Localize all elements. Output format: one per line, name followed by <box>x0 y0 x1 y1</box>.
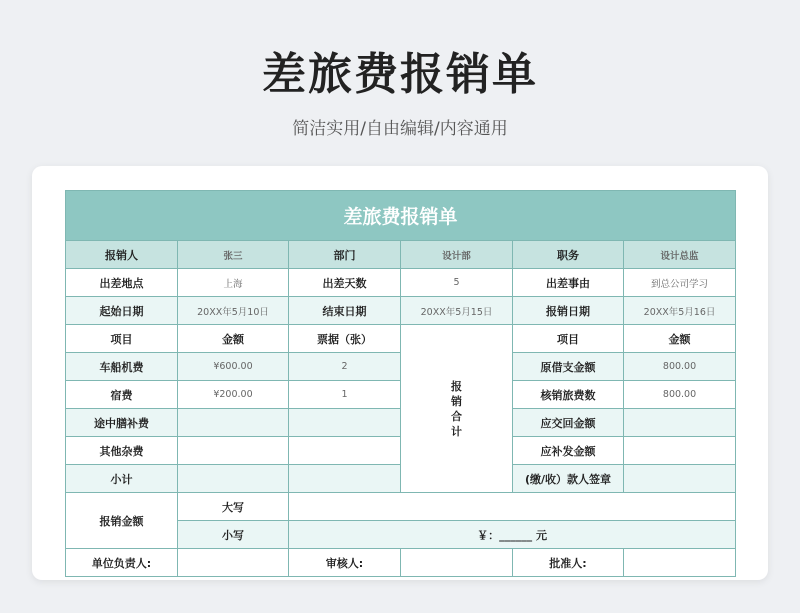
expense-receipts[interactable] <box>289 465 401 493</box>
value-amount-lower[interactable]: ￥：______ 元 <box>289 521 736 549</box>
expense-form-table <box>65 190 736 577</box>
value-reviewer[interactable] <box>401 549 513 577</box>
settle-amount[interactable]: 800.00 <box>624 381 736 409</box>
header-settle-amount: 金额 <box>624 325 736 353</box>
expense-amount[interactable] <box>178 409 289 437</box>
settle-item: 核销旅费数 <box>513 381 624 409</box>
expense-amount[interactable] <box>178 465 289 493</box>
label-amount-lower: 小写 <box>178 521 289 549</box>
settle-item: (缴/收）款人签章 <box>513 465 624 493</box>
label-destination: 出差地点 <box>66 269 178 297</box>
label-amount-upper: 大写 <box>178 493 289 521</box>
expense-amount[interactable]: ¥200.00 <box>178 381 289 409</box>
header-settle-item: 项目 <box>513 325 624 353</box>
form-title: 差旅费报销单 <box>66 191 736 241</box>
settle-item: 应补发金额 <box>513 437 624 465</box>
label-days: 出差天数 <box>289 269 401 297</box>
header-expense-item: 项目 <box>66 325 178 353</box>
label-reimburser: 报销人 <box>66 241 178 269</box>
value-end-date[interactable]: 20XX年5月15日 <box>401 297 513 325</box>
label-position: 职务 <box>513 241 624 269</box>
value-days[interactable]: 5 <box>401 269 513 297</box>
label-purpose: 出差事由 <box>513 269 624 297</box>
expense-receipts[interactable]: 1 <box>289 381 401 409</box>
page-subtitle: 简洁实用/自由编辑/内容通用 <box>292 119 508 139</box>
label-unit-head: 单位负责人: <box>66 549 178 577</box>
header-receipts: 票据（张） <box>289 325 401 353</box>
page-title: 差旅费报销单 <box>262 49 538 100</box>
value-destination[interactable]: 上海 <box>178 269 289 297</box>
expense-item: 车船机费 <box>66 353 178 381</box>
value-approver[interactable] <box>624 549 736 577</box>
settle-amount[interactable] <box>624 465 736 493</box>
expense-amount[interactable]: ¥600.00 <box>178 353 289 381</box>
settle-item: 应交回金额 <box>513 409 624 437</box>
value-amount-upper[interactable] <box>289 493 736 521</box>
value-reimburse-date[interactable]: 20XX年5月16日 <box>624 297 736 325</box>
total-label: 报销合计 <box>451 379 462 438</box>
label-reimburse-date: 报销日期 <box>513 297 624 325</box>
value-start-date[interactable]: 20XX年5月10日 <box>178 297 289 325</box>
total-label-cell <box>401 325 513 493</box>
settle-amount[interactable] <box>624 437 736 465</box>
expense-subtotal: 小计 <box>66 465 178 493</box>
label-approver: 批准人: <box>513 549 624 577</box>
value-purpose[interactable]: 到总公司学习 <box>624 269 736 297</box>
settle-amount[interactable] <box>624 409 736 437</box>
expense-item: 途中膳补费 <box>66 409 178 437</box>
value-reimburser[interactable]: 张三 <box>178 241 289 269</box>
label-end-date: 结束日期 <box>289 297 401 325</box>
settle-item: 原借支金额 <box>513 353 624 381</box>
header-expense-amount: 金额 <box>178 325 289 353</box>
expense-item: 其他杂费 <box>66 437 178 465</box>
label-reimburse-amount: 报销金额 <box>66 493 178 549</box>
expense-amount[interactable] <box>178 437 289 465</box>
label-start-date: 起始日期 <box>66 297 178 325</box>
expense-receipts[interactable] <box>289 437 401 465</box>
expense-item: 宿费 <box>66 381 178 409</box>
expense-receipts[interactable] <box>289 409 401 437</box>
label-department: 部门 <box>289 241 401 269</box>
value-department[interactable]: 设计部 <box>401 241 513 269</box>
label-reviewer: 审核人: <box>289 549 401 577</box>
settle-amount[interactable]: 800.00 <box>624 353 736 381</box>
expense-receipts[interactable]: 2 <box>289 353 401 381</box>
value-position[interactable]: 设计总监 <box>624 241 736 269</box>
value-unit-head[interactable] <box>178 549 289 577</box>
